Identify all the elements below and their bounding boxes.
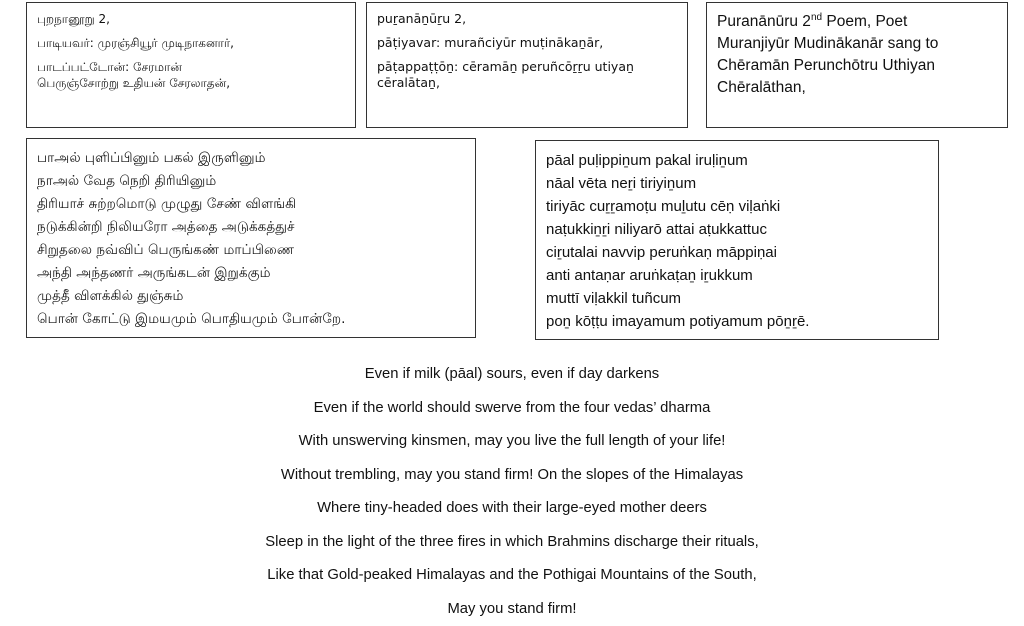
translit-title-line: puṟanāṉūṟu 2, [377, 11, 677, 27]
tamil-poem-line: சிறுதலை நவ்விப் பெருங்கண் மாப்பிணை [37, 239, 465, 262]
english-title-text: Puranānūru 2 [717, 13, 811, 30]
translit-poem-line: pāal puḷippiṉum pakal iruḷiṉum [546, 149, 928, 172]
english-header-line-2: Muranjiyūr Mudinākanār sang to [717, 33, 997, 55]
translit-patron-line-2: cēralātaṉ, [377, 75, 677, 91]
english-header-line-3: Chēramān Perunchōtru Uthiyan [717, 55, 997, 77]
tamil-poet-line: பாடியவர்: முரஞ்சியூர் முடிநாகனார், [37, 35, 345, 51]
translation-line: Like that Gold-peaked Himalayas and the Pothigai Mountains of the South, [0, 559, 1024, 593]
tamil-poem-line: திரியாச் சுற்றமொடு முழுது சேண் விளங்கி [37, 193, 465, 216]
tamil-poem-box [26, 138, 476, 338]
translation-line: Even if the world should swerve from the four vedas’ dharma [0, 392, 1024, 426]
translation-line: Even if milk (pāal) sours, even if day darkens [0, 358, 1024, 392]
translit-poem-line: ciṟutalai navvip peruṅkaṇ māppiṇai [546, 241, 928, 264]
tamil-patron-line-2: பெருஞ்சோற்று உதியன் சேரலாதன், [37, 75, 345, 91]
translit-poem-line: muttī viḷakkil tuñcum [546, 287, 928, 310]
tamil-poem-line: நடுக்கின்றி நிலியரோ அத்தை அடுக்கத்துச் [37, 216, 465, 239]
english-translation [0, 358, 1024, 626]
translit-poem-line: tiriyāc cuṟṟamoṭu muḻutu cēṇ viḷaṅki [546, 195, 928, 218]
tamil-poem-line: பாஅல் புளிப்பினும் பகல் இருளினும் [37, 147, 465, 170]
tamil-poem-line: அந்தி அந்தணர் அருங்கடன் இறுக்கும் [37, 262, 465, 285]
tamil-poem-line: நாஅல் வேத நெறி திரியினும் [37, 170, 465, 193]
translation-line: Without trembling, may you stand firm! On the slopes of the Himalayas [0, 459, 1024, 493]
translation-line: Sleep in the light of the three fires in which Brahmins discharge their rituals, [0, 526, 1024, 560]
tamil-patron-line-1: பாடப்பட்டோன்: சேரமான் [37, 59, 345, 75]
tamil-poem-line: முத்தீ விளக்கில் துஞ்சும் [37, 285, 465, 308]
translit-poem-line: naṭukkiṉṟi niliyarō attai aṭukkattuc [546, 218, 928, 241]
translit-poet-line: pāṭiyavar: murañciyūr muṭinākaṉār, [377, 35, 677, 51]
transliteration-header-box [366, 2, 688, 128]
translit-poem-line: nāal vēta neṟi tiriyiṉum [546, 172, 928, 195]
tamil-header-box [26, 2, 356, 128]
tamil-poem-line: பொன் கோட்டு இமயமும் பொதியமும் போன்றே. [37, 308, 465, 331]
translit-patron-line-1: pāṭappaṭṭōṉ: cēramāṉ peruñcōṟṟu utiyaṉ [377, 59, 677, 75]
ordinal-suffix: nd [811, 12, 822, 23]
translation-line: With unswerving kinsmen, may you live the full length of your life! [0, 425, 1024, 459]
english-header-box [706, 2, 1008, 128]
english-header-line-4: Chēralāthan, [717, 77, 997, 99]
english-header-line-1 [717, 11, 997, 33]
transliteration-poem-box [535, 140, 939, 340]
translation-line: May you stand firm! [0, 593, 1024, 626]
english-poet-label: Poem, Poet [822, 13, 907, 30]
translit-poem-line: poṉ kōṭṭu imayamum potiyamum pōṉṟē. [546, 310, 928, 333]
tamil-title-line: புறநானூறு 2, [37, 11, 345, 27]
translit-poem-line: anti antaṇar aruṅkaṭaṉ iṟukkum [546, 264, 928, 287]
translation-line: Where tiny-headed does with their large-eyed mother deers [0, 492, 1024, 526]
